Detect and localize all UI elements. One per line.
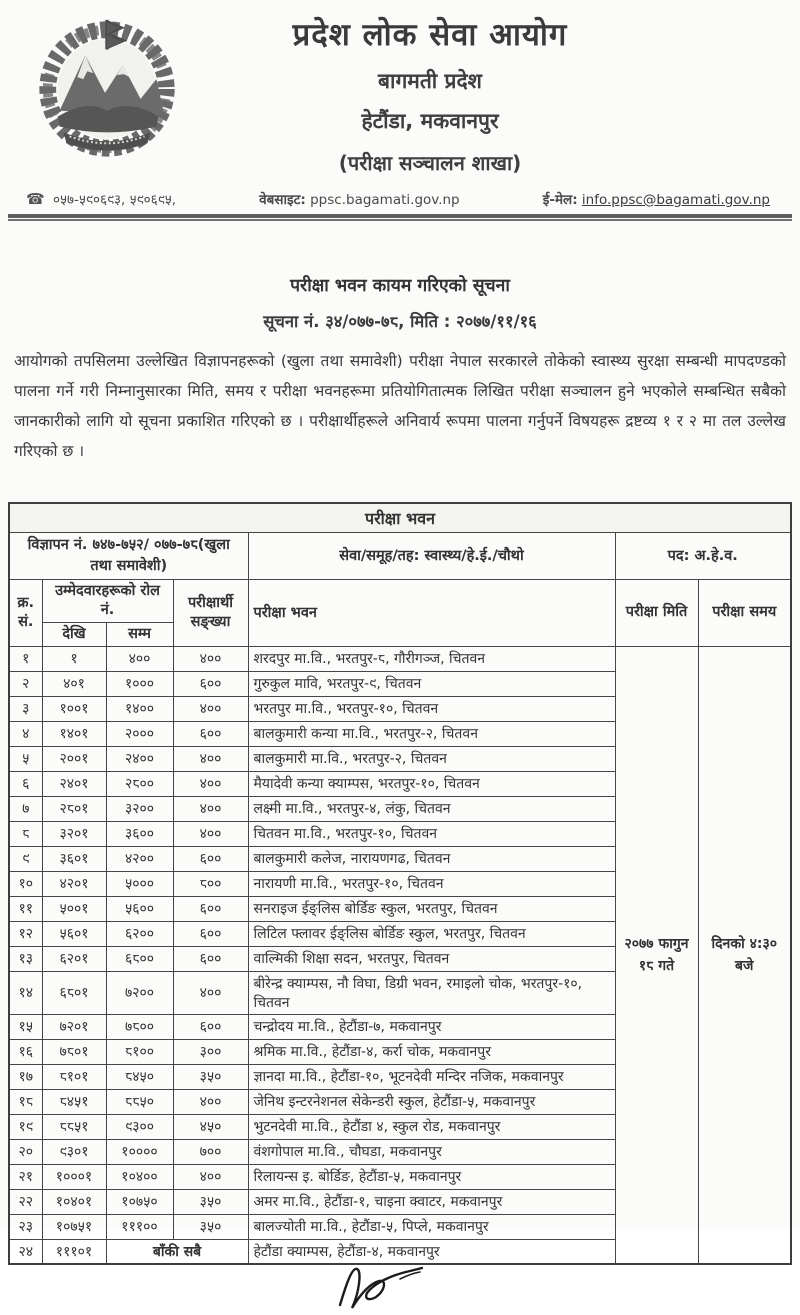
table-cell: ३६०० [106,821,173,846]
table-cell: १ [42,646,106,671]
col-roll-range: उम्मेदवारहरूको रोल नं. [42,580,173,623]
table-cell: ९३०१ [42,1139,106,1164]
table-cell: सनराइज ईङ्लिस बोर्डिङ स्कुल, भरतपुर, चितवन [248,896,615,921]
table-cell: लिटिल फ्लावर ईङ्लिस बोर्डिङ स्कुल, भरतपुर, चितवन [248,921,615,946]
table-cell: २ [9,671,42,696]
table-cell: १० [9,871,42,896]
email-link[interactable]: info.ppsc@bagamati.gov.np [581,191,770,208]
table-cell: ३०० [173,1039,248,1064]
table-cell: ८१०१ [42,1064,106,1089]
table-cell: ४०० [106,646,173,671]
table-cell: ११ [9,896,42,921]
table-cell: ३२०० [106,796,173,821]
org-province: बागमती प्रदेश [378,68,482,93]
table-cell: ४०० [173,1089,248,1114]
table-cell: १३ [9,946,42,971]
table-cell: श्रमिक मा.वि., हेटौंडा-४, कर्रा चोक, मकवानपुर [248,1039,615,1064]
table-cell: ४५० [173,1114,248,1139]
table-cell: बालकुमारी कन्या मा.वि., भरतपुर-२, चितवन [248,721,615,746]
table-cell: मैयादेवी कन्या क्याम्पस, भरतपुर-१०, चितवन [248,771,615,796]
email-item [543,190,770,208]
table-cell: ५६०० [106,896,173,921]
table-cell: ५ [9,746,42,771]
table-cell: ६८०१ [42,971,106,1014]
org-branch: (परीक्षा सञ्चालन शाखा) [338,150,522,175]
table-cell: ४०१ [42,671,106,696]
table-cell: १०४०० [106,1164,173,1189]
exam-centre-table [8,502,792,1266]
table-cell: १४०० [106,696,173,721]
table-cell: ३५० [173,1189,248,1214]
table-cell: ६८०० [106,946,173,971]
table-cell: २४०० [106,746,173,771]
website-item [259,190,459,208]
table-cell: ६२०१ [42,946,106,971]
table-cell: लक्ष्मी मा.वि., भरतपुर-४, लंकु, चितवन [248,796,615,821]
table-cell: १०००० [106,1139,173,1164]
website-url: ppsc.bagamati.gov.np [310,191,460,208]
notice-title: परीक्षा भवन कायम गरिएको सूचना [290,275,510,296]
table-cell: २८०१ [42,796,106,821]
table-cell: ४०० [173,646,248,671]
table-cell: ६०० [173,846,248,871]
table-cell: ७ [9,796,42,821]
table-cell: १९ [9,1114,42,1139]
table-cell: १ [9,646,42,671]
table-cell: १०४०१ [42,1189,106,1214]
table-cell: ४०० [173,971,248,1014]
table-cell: २१ [9,1164,42,1189]
table-cell: शरदपुर मा.वि., भरतपुर-८, गौरीगञ्ज, चितवन [248,646,615,671]
table-cell: ४०० [173,1164,248,1189]
service-group-cell: सेवा/समूह/तह: स्वास्थ्य/हे.ई./चौथो [248,533,615,580]
letterhead [0,0,800,221]
table-cell: १५ [9,1014,42,1039]
phone-icon: ☎ [26,189,45,208]
table-cell: ६०० [173,1014,248,1039]
table-cell: चन्द्रोदय मा.वि., हेटौंडा-७, मकवानपुर [248,1014,615,1039]
table-cell: ५६०१ [42,921,106,946]
table-cell: ६०० [173,671,248,696]
table-cell: ६०० [173,921,248,946]
table-cell: १७ [9,1064,42,1089]
notice-section [0,273,800,466]
table-cell: बालकुमारी कलेज, नारायणगढ, चितवन [248,846,615,871]
table-cell: ३५० [173,1064,248,1089]
table-cell: ७२०० [106,971,173,1014]
table-cell: २३ [9,1214,42,1239]
table-cell: भरतपुर मा.वि., भरतपुर-१०, चितवन [248,696,615,721]
table-cell: रिलायन्स इ. बोर्डिङ, हेटौंडा-५, मकवानपुर [248,1164,615,1189]
signature [330,1259,440,1311]
table-cell: ४ [9,721,42,746]
table-cell: ८०० [173,871,248,896]
exam-table-head [9,503,791,647]
exam-time-cell: दिनको ४:३० बजे [698,646,791,1264]
table-cell: २४०१ [42,771,106,796]
col-roll-to: सम्म [106,622,173,646]
table-cell: ८१०० [106,1039,173,1064]
notice-body: आयोगको तपसिलमा उल्लेखित विज्ञापनहरूको (खुला तथा समावेशी) परीक्षा नेपाल सरकारले तोकेको स्वास्थ्य सुरक्षा सम्बन्धी मापदण्डको पालना गर्ने गरी निम्नानुसारका मिति, समय र परीक्षा भवनहरूमा प्रतियोगितात्मक लिखित परीक्षा सञ्चालन हुने भएकोले सम्बन्धित सबैको जानकारीको लागि यो सूचना प्रकाशित गरिएको छ । परीक्षार्थीहरूले अनिवार्य रूपमा पालना गर्नुपर्ने विषयहरू द्रष्टव्य १ र २ मा तल उल्लेख गरिएको छ । [14,351,786,460]
website-label: वेबसाइट: [259,191,306,208]
table-cell: २० [9,1139,42,1164]
post-cell: पद: अ.हे.व. [615,533,791,580]
table-cell: १०७५० [106,1189,173,1214]
table-cell: ६०० [173,946,248,971]
table-cell: हेटौंडा क्याम्पस, हेटौंडा-४, मकवानपुर [248,1239,615,1264]
col-exam-date: परीक्षा मिति [615,580,698,647]
table-cell: १००१ [42,696,106,721]
table-cell: २८०० [106,771,173,796]
exam-table-body [9,646,791,1264]
table-cell: वंशगोपाल मा.वि., चौघडा, मकवानपुर [248,1139,615,1164]
org-name: प्रदेश लोक सेवा आयोग [292,17,568,53]
exam-table-wrap [8,502,792,1266]
table-cell: नारायणी मा.वि., भरतपुर-१०, चितवन [248,871,615,896]
table-cell: ८८५१ [42,1114,106,1139]
table-cell: ४०० [173,796,248,821]
table-cell: ९३०० [106,1114,173,1139]
table-cell: ६०० [173,896,248,921]
exam-date-cell: २०७७ फागुन १८ गते [615,646,698,1264]
contact-row [0,190,800,208]
table-cell: २००१ [42,746,106,771]
table-cell: बाँकी सबै [106,1239,248,1264]
table-cell: ४०० [173,746,248,771]
col-serial: क्र. सं. [9,580,42,647]
table-cell: ४०० [173,696,248,721]
table-cell: चितवन मा.वि., भरतपुर-१०, चितवन [248,821,615,846]
table-cell: १८ [9,1089,42,1114]
table-cell: १०००१ [42,1164,106,1189]
table-cell: १२ [9,921,42,946]
table-cell: २२ [9,1189,42,1214]
org-address: हेटौंडा, मकवानपुर [361,108,499,133]
phone-item [26,190,176,208]
table-cell: ६०० [173,721,248,746]
table-cell: १११०१ [42,1239,106,1264]
table-cell: ७८०० [106,1014,173,1039]
table-cell: ८४५० [106,1064,173,1089]
table-cell: अमर मा.वि., हेटौंडा-१, चाइना क्वाटर, मकवानपुर [248,1189,615,1214]
table-cell: ७२०१ [42,1014,106,1039]
table-cell: वाल्मिकी शिक्षा सदन, भरतपुर, चितवन [248,946,615,971]
signature-scribble [330,1259,440,1311]
table-cell: ३ [9,696,42,721]
table-cell: ४२०० [106,846,173,871]
table-cell: ४०० [173,771,248,796]
table-cell: १००० [106,671,173,696]
table-cell: १६ [9,1039,42,1064]
email-label: ई-मेल: [542,191,578,208]
table-cell: ७८०१ [42,1039,106,1064]
table-cell: ६ [9,771,42,796]
table-cell: ३२०१ [42,821,106,846]
table-cell: ५००१ [42,896,106,921]
phone-number: ०५७-५९०६९३, ५९०६९५, [52,191,177,208]
table-cell: ४०० [173,821,248,846]
table-cell: ३६०१ [42,846,106,871]
table-header-row-1 [9,580,791,623]
table-cell: ४२०१ [42,871,106,896]
table-cell: १४ [9,971,42,1014]
table-cell: भुटनदेवी मा.वि., हेटौंडा ४, स्कुल रोड, मकवानपुर [248,1114,615,1139]
table-cell: ८८५० [106,1089,173,1114]
col-exam-time: परीक्षा समय [698,580,791,647]
table-cell: १०७५१ [42,1214,106,1239]
table-cell: ९ [9,846,42,871]
table-cell: १११०० [106,1214,173,1239]
table-cell: गुरुकुल मावि, भरतपुर-९, चितवन [248,671,615,696]
table-cell: २००० [106,721,173,746]
table-row [9,646,791,671]
table-cell: १४०१ [42,721,106,746]
table-cell: बीरेन्द्र क्याम्पस, नौ विघा, डिग्री भवन, रमाइलो चोक, भरतपुर-१०, चितवन [248,971,615,1014]
table-title: परीक्षा भवन [9,503,791,533]
table-cell: जेनिथ इन्टरनेशनल सेकेन्डरी स्कुल, हेटौंडा-५, मकवानपुर [248,1089,615,1114]
table-cell: बालज्योती मा.वि., हेटौंडा-५, पिप्ले, मकवानपुर [248,1214,615,1239]
table-cell: ७०० [173,1139,248,1164]
table-cell: २४ [9,1239,42,1264]
col-roll-from: देखि [42,622,106,646]
header-divider [8,214,792,221]
col-count: परीक्षार्थी सङ्ख्या [173,580,248,647]
advert-number-cell: विज्ञापन नं. ७४७-७५२/ ०७७-७८(खुला तथा समावेशी) [9,533,248,580]
table-cell: ३५० [173,1214,248,1239]
col-venue: परीक्षा भवन [248,580,615,647]
emblem-graphic [28,8,186,166]
nepal-emblem-logo [28,8,186,166]
table-cell: ८४५१ [42,1089,106,1114]
table-title-row [9,503,791,533]
table-advert-row [9,533,791,580]
table-cell: बालकुमारी मा.वि., भरतपुर-२, चितवन [248,746,615,771]
table-cell: ६२०० [106,921,173,946]
notice-number-date: सूचना नं. ३४/०७७-७८, मिति : २०७७/११/१६ [263,311,537,331]
table-cell: ज्ञानदा मा.वि., हेटौंडा-१०, भूटनदेवी मन्दिर नजिक, मकवानपुर [248,1064,615,1089]
table-cell: ५००० [106,871,173,896]
table-cell: ८ [9,821,42,846]
